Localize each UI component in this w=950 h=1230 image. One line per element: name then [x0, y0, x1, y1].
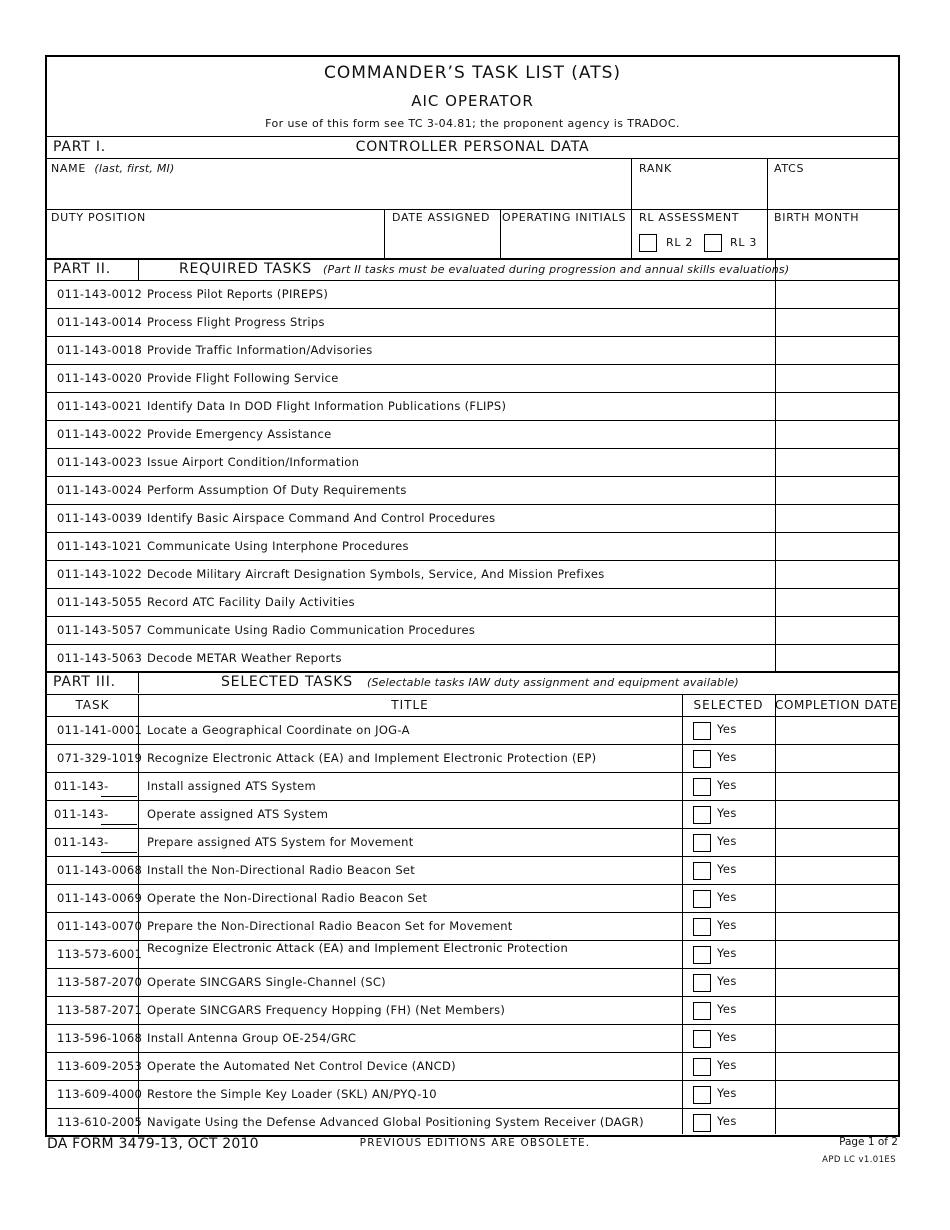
- required-task-date-field[interactable]: [776, 393, 898, 420]
- yes-label: Yes: [717, 1058, 737, 1072]
- part3-label: PART III.: [53, 674, 116, 690]
- required-task-date-field[interactable]: [776, 281, 898, 308]
- selected-task-code: 011-141-0001: [57, 723, 143, 737]
- birth-month-label: BIRTH MONTH: [774, 211, 860, 224]
- completion-date-field[interactable]: [776, 969, 898, 996]
- divider: [47, 694, 898, 695]
- yes-label: Yes: [717, 778, 737, 792]
- task-code-blank[interactable]: [101, 824, 137, 825]
- selected-checkbox[interactable]: [693, 834, 711, 852]
- page-number: Page 1 of 2: [839, 1136, 898, 1148]
- divider: [47, 158, 898, 159]
- selected-task-title: Recognize Electronic Attack (EA) and Implement Electronic Protection: [147, 941, 569, 955]
- divider: [682, 694, 683, 1134]
- task-code-blank[interactable]: [101, 796, 137, 797]
- yes-label: Yes: [717, 862, 737, 876]
- selected-checkbox[interactable]: [693, 974, 711, 992]
- yes-label: Yes: [717, 1002, 737, 1016]
- divider: [47, 588, 898, 589]
- rl-assessment-label: RL ASSESSMENT: [639, 211, 740, 224]
- divider: [47, 258, 898, 260]
- date-assigned-label: DATE ASSIGNED: [392, 211, 491, 224]
- selected-task-code: 011-143-: [54, 779, 109, 793]
- completion-date-field[interactable]: [776, 1053, 898, 1080]
- divider: [47, 996, 898, 997]
- divider: [47, 644, 898, 645]
- yes-label: Yes: [717, 806, 737, 820]
- completion-date-field[interactable]: [776, 801, 898, 828]
- divider: [47, 744, 898, 745]
- required-task-title: Communicate Using Interphone Procedures: [147, 539, 409, 553]
- selected-task-code: 113-609-4000: [57, 1087, 143, 1101]
- yes-label: Yes: [717, 1030, 737, 1044]
- required-task-date-field[interactable]: [776, 449, 898, 476]
- yes-label: Yes: [717, 974, 737, 988]
- required-task-code: 011-143-0012: [57, 287, 143, 301]
- required-task-date-field[interactable]: [776, 645, 898, 672]
- required-task-date-field[interactable]: [776, 309, 898, 336]
- divider: [47, 336, 898, 337]
- yes-label: Yes: [717, 722, 737, 736]
- atcs-label: ATCS: [774, 162, 805, 175]
- yes-label: Yes: [717, 918, 737, 932]
- required-task-code: 011-143-1022: [57, 567, 143, 581]
- required-task-date-field[interactable]: [776, 337, 898, 364]
- selected-task-code: 011-143-0069: [57, 891, 143, 905]
- yes-label: Yes: [717, 750, 737, 764]
- form-usage-note: For use of this form see TC 3-04.81; the proponent agency is TRADOC.: [265, 117, 680, 130]
- divider: [47, 772, 898, 773]
- selected-task-title: Operate the Automated Net Control Device (ANCD): [147, 1059, 456, 1073]
- rl2-label: RL 2: [666, 236, 694, 249]
- divider: [47, 856, 898, 857]
- divider: [47, 136, 898, 137]
- divider: [47, 476, 898, 477]
- selected-task-title: Operate SINCGARS Frequency Hopping (FH) (Net Members): [147, 1003, 506, 1017]
- selected-task-title: Install assigned ATS System: [147, 779, 317, 793]
- selected-checkbox[interactable]: [693, 1114, 711, 1132]
- required-task-date-field[interactable]: [776, 533, 898, 560]
- required-task-code: 011-143-5063: [57, 651, 143, 665]
- selected-checkbox[interactable]: [693, 750, 711, 768]
- required-task-code: 011-143-0018: [57, 343, 143, 357]
- required-task-date-field[interactable]: [776, 477, 898, 504]
- selected-checkbox[interactable]: [693, 862, 711, 880]
- part1-title: CONTROLLER PERSONAL DATA: [355, 139, 590, 155]
- required-task-title: Identify Data In DOD Flight Information Publications (FLIPS): [147, 399, 507, 413]
- required-task-title: Provide Flight Following Service: [147, 371, 339, 385]
- selected-task-title: Navigate Using the Defense Advanced Global Positioning System Receiver (DAGR): [147, 1115, 644, 1129]
- required-task-code: 011-143-0024: [57, 483, 143, 497]
- selected-task-title: Operate assigned ATS System: [147, 807, 329, 821]
- completion-date-field[interactable]: [776, 773, 898, 800]
- divider: [47, 671, 898, 673]
- part2-label: PART II.: [53, 261, 111, 277]
- selected-task-code: 011-143-0070: [57, 919, 143, 933]
- rl3-checkbox[interactable]: [704, 234, 722, 252]
- completion-date-field[interactable]: [776, 745, 898, 772]
- required-task-title: Identify Basic Airspace Command And Control Procedures: [147, 511, 496, 525]
- required-task-title: Record ATC Facility Daily Activities: [147, 595, 355, 609]
- required-task-code: 011-143-0022: [57, 427, 143, 441]
- selected-checkbox[interactable]: [693, 722, 711, 740]
- divider: [47, 280, 898, 281]
- title-column-header: TITLE: [391, 698, 429, 712]
- required-task-date-field[interactable]: [776, 421, 898, 448]
- selected-task-title: Restore the Simple Key Loader (SKL) AN/PYQ-10: [147, 1087, 437, 1101]
- required-task-date-field[interactable]: [776, 561, 898, 588]
- divider: [47, 828, 898, 829]
- completion-date-field[interactable]: [776, 829, 898, 856]
- selected-checkbox[interactable]: [693, 778, 711, 796]
- completion-date-field[interactable]: [776, 913, 898, 940]
- required-task-code: 011-143-0020: [57, 371, 143, 385]
- divider: [47, 420, 898, 421]
- divider: [47, 1052, 898, 1053]
- task-code-blank[interactable]: [101, 852, 137, 853]
- completion-date-field[interactable]: [776, 857, 898, 884]
- selected-task-code: 113-610-2005: [57, 1115, 143, 1129]
- required-task-code: 011-143-5055: [57, 595, 143, 609]
- rl2-checkbox[interactable]: [639, 234, 657, 252]
- rl3-label: RL 3: [730, 236, 758, 249]
- selected-task-title: Operate SINCGARS Single-Channel (SC): [147, 975, 386, 989]
- form-subtitle: AIC OPERATOR: [411, 92, 534, 110]
- completion-date-field[interactable]: [776, 717, 898, 744]
- form-frame: [45, 55, 900, 1137]
- required-task-code: 011-143-0014: [57, 315, 143, 329]
- required-task-date-field[interactable]: [776, 365, 898, 392]
- required-task-code: 011-143-0039: [57, 511, 143, 525]
- selected-task-code: 071-329-1019: [57, 751, 143, 765]
- selected-checkbox[interactable]: [693, 1086, 711, 1104]
- divider: [47, 364, 898, 365]
- divider: [47, 716, 898, 717]
- divider: [138, 672, 139, 693]
- divider: [47, 884, 898, 885]
- selected-task-code: 113-587-2070: [57, 975, 143, 989]
- yes-label: Yes: [717, 1114, 737, 1128]
- completion-date-column-header: COMPLETION DATE: [775, 698, 899, 712]
- divider: [47, 209, 898, 210]
- selected-task-code: 011-143-: [54, 807, 109, 821]
- selected-task-title: Recognize Electronic Attack (EA) and Implement Electronic Protection (EP): [147, 751, 597, 765]
- required-task-title: Provide Emergency Assistance: [147, 427, 332, 441]
- divider: [47, 1024, 898, 1025]
- selected-checkbox[interactable]: [693, 806, 711, 824]
- required-task-title: Provide Traffic Information/Advisories: [147, 343, 373, 357]
- form-number: DA FORM 3479-13, OCT 2010: [47, 1136, 259, 1152]
- divider: [47, 308, 898, 309]
- divider: [47, 968, 898, 969]
- divider: [47, 532, 898, 533]
- required-task-title: Decode METAR Weather Reports: [147, 651, 342, 665]
- divider: [500, 209, 501, 259]
- required-task-code: 011-143-0023: [57, 455, 143, 469]
- selected-checkbox[interactable]: [693, 946, 711, 964]
- divider: [138, 259, 139, 280]
- required-task-date-field[interactable]: [776, 505, 898, 532]
- divider: [47, 504, 898, 505]
- yes-label: Yes: [717, 890, 737, 904]
- selected-task-title: Install the Non-Directional Radio Beacon Set: [147, 863, 416, 877]
- rank-label: RANK: [639, 162, 672, 175]
- required-task-title: Process Pilot Reports (PIREPS): [147, 287, 329, 301]
- completion-date-field[interactable]: [776, 941, 898, 968]
- completion-date-field[interactable]: [776, 1081, 898, 1108]
- completion-date-field[interactable]: [776, 885, 898, 912]
- selected-checkbox[interactable]: [693, 1002, 711, 1020]
- duty-position-label: DUTY POSITION: [51, 211, 146, 224]
- required-task-title: Decode Military Aircraft Designation Symbols, Service, And Mission Prefixes: [147, 567, 605, 581]
- required-task-code: 011-143-0021: [57, 399, 143, 413]
- yes-label: Yes: [717, 946, 737, 960]
- divider: [47, 448, 898, 449]
- divider: [47, 1080, 898, 1081]
- completion-date-field[interactable]: [776, 1025, 898, 1052]
- selected-task-code: 113-587-2071: [57, 1003, 143, 1017]
- divider: [47, 560, 898, 561]
- required-task-date-field[interactable]: [776, 589, 898, 616]
- selected-task-code: 011-143-: [54, 835, 109, 849]
- completion-date-field[interactable]: [776, 1109, 898, 1136]
- selected-task-code: 113-573-6001: [57, 947, 143, 961]
- name-label: NAME (last, first, MI): [51, 162, 175, 175]
- divider: [47, 912, 898, 913]
- selected-checkbox[interactable]: [693, 890, 711, 908]
- part3-title: SELECTED TASKS: [221, 674, 353, 690]
- selected-task-code: 113-596-1068: [57, 1031, 143, 1045]
- required-task-title: Process Flight Progress Strips: [147, 315, 325, 329]
- form-title: COMMANDER’S TASK LIST (ATS): [323, 63, 622, 83]
- part1-label: PART I.: [53, 139, 107, 155]
- selected-column-header: SELECTED: [693, 698, 764, 712]
- selected-checkbox[interactable]: [693, 1058, 711, 1076]
- version-label: APD LC v1.01ES: [822, 1155, 896, 1165]
- selected-task-title: Prepare assigned ATS System for Movement: [147, 835, 414, 849]
- part2-title: REQUIRED TASKS: [179, 261, 312, 277]
- part3-note: (Selectable tasks IAW duty assignment and equipment available): [367, 676, 739, 689]
- selected-task-title: Install Antenna Group OE-254/GRC: [147, 1031, 357, 1045]
- selected-task-title: Operate the Non-Directional Radio Beacon Set: [147, 891, 428, 905]
- required-task-code: 011-143-5057: [57, 623, 143, 637]
- required-task-title: Perform Assumption Of Duty Requirements: [147, 483, 407, 497]
- selected-task-title: Prepare the Non-Directional Radio Beacon Set for Movement: [147, 919, 513, 933]
- required-task-title: Issue Airport Condition/Information: [147, 455, 360, 469]
- selected-task-title: Locate a Geographical Coordinate on JOG-A: [147, 723, 410, 737]
- yes-label: Yes: [717, 1086, 737, 1100]
- selected-checkbox[interactable]: [693, 1030, 711, 1048]
- divider: [47, 616, 898, 617]
- divider: [384, 209, 385, 259]
- completion-date-field[interactable]: [776, 997, 898, 1024]
- divider: [47, 392, 898, 393]
- selected-task-code: 113-609-2053: [57, 1059, 143, 1073]
- divider: [47, 800, 898, 801]
- part2-note: (Part II tasks must be evaluated during progression and annual skills evaluations): [323, 263, 790, 276]
- operating-initials-label: OPERATING INITIALS: [502, 211, 627, 224]
- required-task-code: 011-143-1021: [57, 539, 143, 553]
- selected-task-code: 011-143-0068: [57, 863, 143, 877]
- required-task-date-field[interactable]: [776, 617, 898, 644]
- yes-label: Yes: [717, 834, 737, 848]
- task-column-header: TASK: [75, 698, 110, 712]
- obsolete-notice: PREVIOUS EDITIONS ARE OBSOLETE.: [359, 1137, 591, 1149]
- required-task-title: Communicate Using Radio Communication Procedures: [147, 623, 476, 637]
- selected-checkbox[interactable]: [693, 918, 711, 936]
- divider: [47, 1108, 898, 1109]
